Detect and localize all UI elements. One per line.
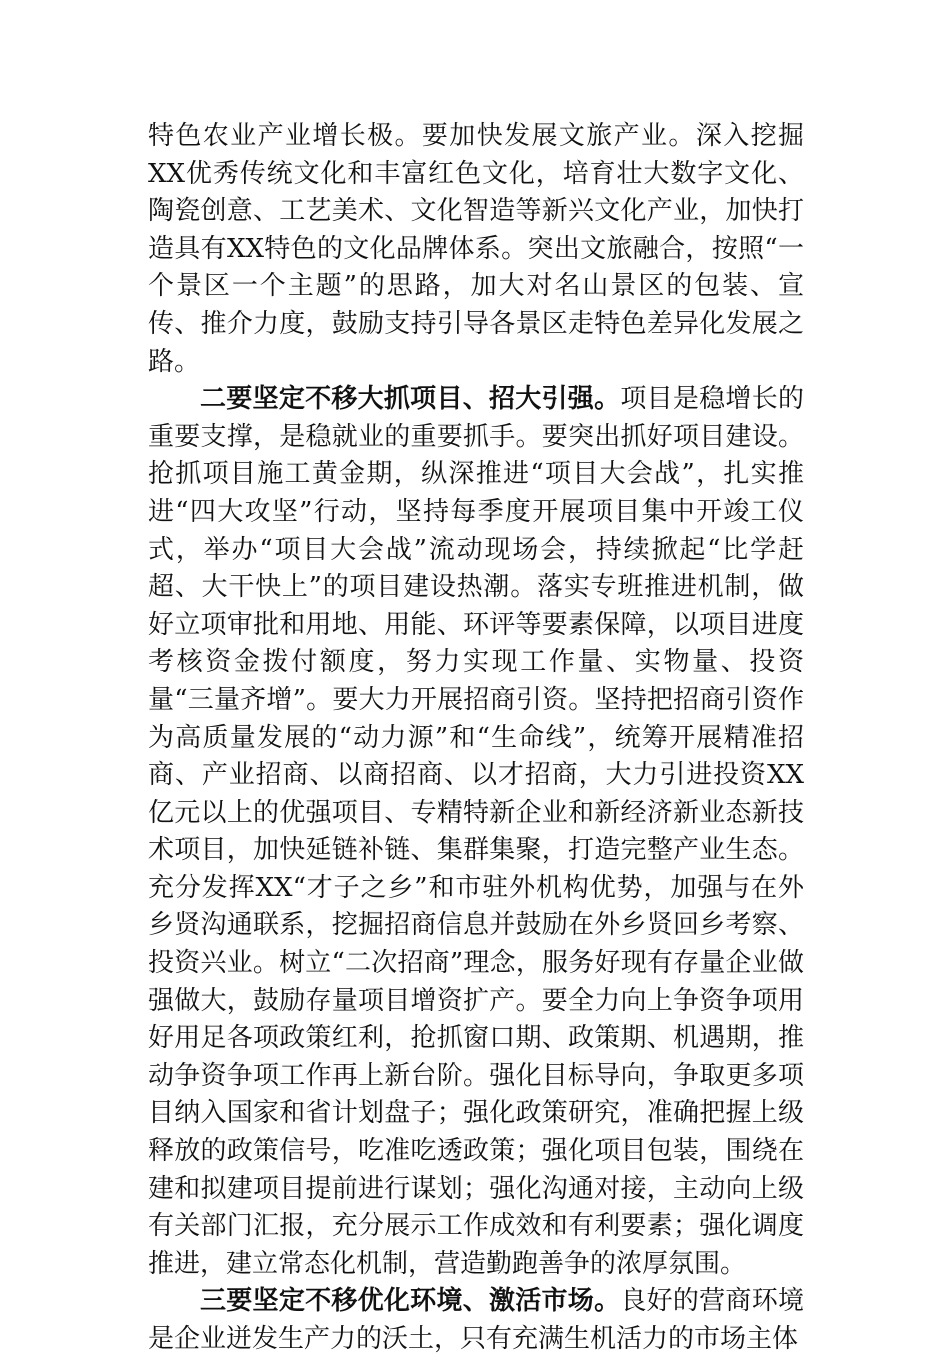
paragraph-heading: 二要坚定不移大抓项目、招大引强。 — [200, 384, 621, 415]
paragraph-point-two — [148, 381, 804, 1283]
paragraph-body: 良好的营商环境是企业迸发生产力的沃土，只有充满生机活力的市场主体 — [148, 1286, 804, 1354]
paragraph-body: 特色农业产业增长极。要加快发展文旅产业。深入挖掘XX优秀传统文化和丰富红色文化，培育壮大数字文化、陶瓷创意、工艺美术、文化智造等新兴文化产业，加快打造具有XX特色的文化品牌体系。突出文旅融合，按照“一个景区一个主题”的思路，加大对名山景区的包装、宣传、推介力度，鼓励支持引导各景区走特色差异化发展之路。 — [148, 121, 804, 377]
paragraph-heading: 三要坚定不移优化环境、激活市场。 — [200, 1286, 621, 1317]
document-body — [148, 118, 804, 1359]
paragraph-continuation — [148, 118, 804, 381]
paragraph-body: 项目是稳增长的重要支撑，是稳就业的重要抓手。要突出抓好项目建设。抢抓项目施工黄金期，纵深推进“项目大会战”，扎实推进“四大攻坚”行动，坚持每季度开展项目集中开竣工仪式，举办“项目大会战”流动现场会，持续掀起“比学赶超、大干快上”的项目建设热潮。落实专班推进机制，做好立项审批和用地、用能、环评等要素保障，以项目进度考核资金拨付额度，努力实现工作量、实物量、投资量“三量齐增”。要大力开展招商引资。坚持把招商引资作为高质量发展的“动力源”和“生命线”，统筹开展精准招商、产业招商、以商招商、以才招商，大力引进投资XX亿元以上的优强项目、专精特新企业和新经济新业态新技术项目，加快延链补链、集群集聚，打造完整产业生态。充分发挥XX“才子之乡”和市驻外机构优势，加强与在外乡贤沟通联系，挖掘招商信息并鼓励在外乡贤回乡考察、投资兴业。树立“二次招商”理念，服务好现有存量企业做强做大，鼓励存量项目增资扩产。要全力向上争资争项用好用足各项政策红利，抢抓窗口期、政策期、机遇期，推动争资争项工作再上新台阶。强化目标导向，争取更多项目纳入国家和省计划盘子；强化政策研究，准确把握上级释放的政策信号，吃准吃透政策；强化项目包装，围绕在建和拟建项目提前进行谋划；强化沟通对接，主动向上级有关部门汇报，充分展示工作成效和有利要素；强化调度推进，建立常态化机制，营造勤跑善争的浓厚氛围。 — [148, 384, 804, 1279]
paragraph-point-three — [148, 1283, 804, 1358]
